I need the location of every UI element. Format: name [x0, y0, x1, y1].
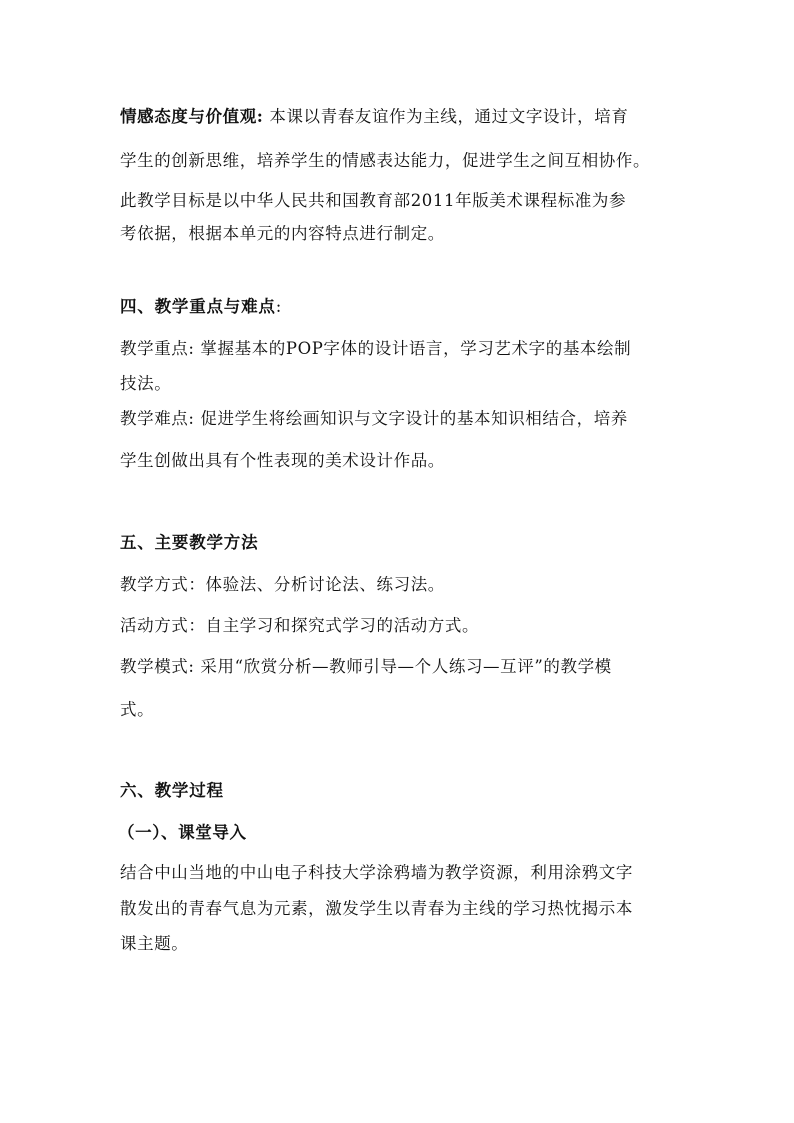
emphasis-label: 情感态度与价值观: — [120, 107, 264, 126]
section-heading — [120, 296, 282, 318]
section-title: 六、教学过程 — [120, 781, 224, 800]
paragraph-line: 此教学目标是以中华人民共和国教育部2011年版美术课程标准为参 — [120, 191, 627, 210]
paragraph-line: 教学重点: 掌握基本的POP字体的设计语言，学习艺术字的基本绘制 — [120, 339, 632, 358]
paragraph-line: 散发出的青春气息为元素，激发学生以青春为主线的学习热忱揭示本 — [120, 899, 633, 918]
subsection-heading — [118, 822, 247, 844]
subsection-title: （一）、课堂导入 — [118, 823, 247, 842]
section-title: 五、主要教学方法 — [120, 533, 259, 552]
paragraph-line: 教学难点: 促进学生将绘画知识与文字设计的基本知识相结合，培养 — [120, 409, 628, 428]
heading-colon: : — [275, 297, 282, 316]
paragraph-line: 结合中山当地的中山电子科技大学涂鸦墙为教学资源，利用涂鸦文字 — [120, 863, 633, 882]
paragraph-line: 学生创做出具有个性表现的美术设计作品。 — [120, 451, 445, 470]
section-heading — [120, 532, 258, 554]
paragraph-line — [120, 106, 628, 128]
section-heading — [120, 780, 224, 802]
paragraph-line: 课主题。 — [120, 934, 189, 953]
paragraph-line: 活动方式：自主学习和探究式学习的活动方式。 — [120, 616, 480, 635]
section-title: 四、教学重点与难点 — [120, 297, 276, 316]
line-text: 本课以青春友谊作为主线，通过文字设计，培育 — [263, 107, 629, 126]
paragraph-line: 学生的创新思维，培养学生的情感表达能力，促进学生之间互相协作。 — [120, 151, 651, 170]
paragraph-line: 教学方式：体验法、分析讨论法、练习法。 — [120, 575, 445, 594]
paragraph-line: 教学模式: 采用“欣赏分析—教师引导—个人练习—互评”的教学模 — [120, 657, 612, 676]
paragraph-line: 考依据，根据本单元的内容特点进行制定。 — [120, 224, 445, 243]
paragraph-line: 技法。 — [120, 374, 172, 393]
paragraph-line: 式。 — [120, 700, 155, 719]
